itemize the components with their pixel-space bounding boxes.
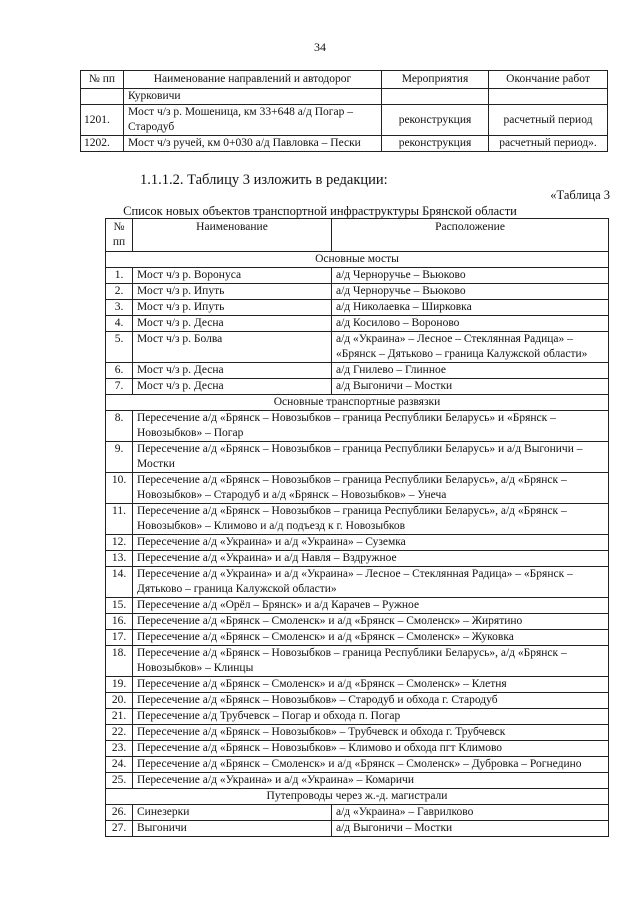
measure: реконструкция bbox=[382, 105, 489, 136]
table-row bbox=[106, 363, 609, 379]
row-number: 25. bbox=[106, 773, 133, 789]
row-number: 12. bbox=[106, 535, 133, 551]
object-location: а/д Косилово – Вороново bbox=[332, 316, 609, 332]
table-row bbox=[106, 630, 609, 646]
measure bbox=[382, 89, 489, 105]
table-row bbox=[106, 268, 609, 284]
row-number: 14. bbox=[106, 567, 133, 598]
table-row bbox=[106, 300, 609, 316]
interchange-description: Пересечение а/д «Брянск – Смоленск» и а/д «Брянск – Смоленск» – Клетня bbox=[133, 677, 609, 693]
row-number: 20. bbox=[106, 693, 133, 709]
object-location: а/д «Украина» – Гаврилково bbox=[332, 805, 609, 821]
interchange-description: Пересечение а/д «Украина» и а/д «Украина» – Комаричи bbox=[133, 773, 609, 789]
interchange-description: Пересечение а/д Трубчевск – Погар и обхода п. Погар bbox=[133, 709, 609, 725]
interchange-description: Пересечение а/д «Брянск – Новозыбков – граница Республики Беларусь», а/д «Брянск – Новозыбков» – Клинцы bbox=[133, 646, 609, 677]
section-row bbox=[106, 789, 609, 805]
row-number: 8. bbox=[106, 411, 133, 442]
row-number: 3. bbox=[106, 300, 133, 316]
column-header: Мероприятия bbox=[382, 71, 489, 89]
object-name: Синезерки bbox=[133, 805, 332, 821]
interchange-description: Пересечение а/д «Брянск – Новозыбков» – Климово и обхода пгт Климово bbox=[133, 741, 609, 757]
object-location: а/д «Украина» – Лесное – Стеклянная Радица» – «Брянск – Дятьково – граница Калужской области» bbox=[332, 332, 609, 363]
interchange-description: Пересечение а/д «Украина» и а/д «Украина» – Суземка bbox=[133, 535, 609, 551]
row-number: 21. bbox=[106, 709, 133, 725]
row-number: 18. bbox=[106, 646, 133, 677]
row-number: 22. bbox=[106, 725, 133, 741]
table-row bbox=[106, 821, 609, 837]
row-number: 16. bbox=[106, 614, 133, 630]
completion: расчетный период bbox=[489, 105, 608, 136]
completion: расчетный период». bbox=[489, 136, 608, 152]
row-number: 13. bbox=[106, 551, 133, 567]
column-header: № пп bbox=[106, 219, 133, 252]
table-row bbox=[106, 473, 609, 504]
roads-table bbox=[80, 70, 608, 152]
object-location: а/д Выгоничи – Мостки bbox=[332, 379, 609, 395]
object-name: Выгоничи bbox=[133, 821, 332, 837]
table-row bbox=[106, 725, 609, 741]
table-row bbox=[81, 89, 608, 105]
row-number: 27. bbox=[106, 821, 133, 837]
row-number: 6. bbox=[106, 363, 133, 379]
interchange-description: Пересечение а/д «Брянск – Новозыбков – граница Республики Беларусь» и «Брянск – Новозыбков» – Погар bbox=[133, 411, 609, 442]
row-number: 7. bbox=[106, 379, 133, 395]
interchange-description: Пересечение а/д «Брянск – Смоленск» и а/д «Брянск – Смоленск» – Дубровка – Рогнедино bbox=[133, 757, 609, 773]
completion bbox=[489, 89, 608, 105]
object-location: а/д Черноручье – Вьюково bbox=[332, 284, 609, 300]
measure: реконструкция bbox=[382, 136, 489, 152]
table-row bbox=[106, 442, 609, 473]
interchange-description: Пересечение а/д «Брянск – Новозыбков – граница Республики Беларусь», а/д «Брянск – Новозыбков» – Климово и а/д подъезд к г. Новозыбков bbox=[133, 504, 609, 535]
table-row bbox=[106, 805, 609, 821]
row-number: 5. bbox=[106, 332, 133, 363]
object-name: Мост ч/з р. Болва bbox=[133, 332, 332, 363]
row-number: 1201. bbox=[81, 105, 124, 136]
interchange-description: Пересечение а/д «Брянск – Новозыбков – граница Республики Беларусь» и а/д Выгоничи – Мостки bbox=[133, 442, 609, 473]
road-name: Мост ч/з ручей, км 0+030 а/д Павловка – Пески bbox=[124, 136, 382, 152]
row-number: 10. bbox=[106, 473, 133, 504]
object-name: Мост ч/з р. Десна bbox=[133, 316, 332, 332]
table-header-row bbox=[81, 71, 608, 89]
table-row bbox=[106, 332, 609, 363]
table-row bbox=[106, 379, 609, 395]
section-row bbox=[106, 395, 609, 411]
object-location: а/д Черноручье – Вьюково bbox=[332, 268, 609, 284]
table-row bbox=[106, 614, 609, 630]
table-row bbox=[81, 136, 608, 152]
section-row bbox=[106, 252, 609, 268]
column-header: Расположение bbox=[332, 219, 609, 252]
section-title: Основные мосты bbox=[106, 252, 609, 268]
object-location: а/д Выгоничи – Мостки bbox=[332, 821, 609, 837]
interchange-description: Пересечение а/д «Брянск – Смоленск» и а/д «Брянск – Смоленск» – Жуковка bbox=[133, 630, 609, 646]
object-name: Мост ч/з р. Воронуса bbox=[133, 268, 332, 284]
table-row bbox=[106, 709, 609, 725]
road-name: Курковичи bbox=[124, 89, 382, 105]
object-location: а/д Гнилево – Глинное bbox=[332, 363, 609, 379]
row-number: 1. bbox=[106, 268, 133, 284]
row-number: 4. bbox=[106, 316, 133, 332]
table-row bbox=[106, 741, 609, 757]
interchange-description: Пересечение а/д «Орёл – Брянск» и а/д Карачев – Ружное bbox=[133, 598, 609, 614]
interchange-description: Пересечение а/д «Брянск – Новозыбков» – Трубчевск и обхода г. Трубчевск bbox=[133, 725, 609, 741]
table-row bbox=[106, 693, 609, 709]
object-name: Мост ч/з р. Десна bbox=[133, 363, 332, 379]
row-number: 17. bbox=[106, 630, 133, 646]
section-title: Основные транспортные развязки bbox=[106, 395, 609, 411]
table-row bbox=[106, 677, 609, 693]
row-number: 1202. bbox=[81, 136, 124, 152]
table-row bbox=[106, 757, 609, 773]
section-title: Путепроводы через ж.-д. магистрали bbox=[106, 789, 609, 805]
row-number: 23. bbox=[106, 741, 133, 757]
interchange-description: Пересечение а/д «Брянск – Смоленск» и а/д «Брянск – Смоленск» – Жирятино bbox=[133, 614, 609, 630]
row-number: 2. bbox=[106, 284, 133, 300]
table-caption: Список новых объектов транспортной инфраструктуры Брянской области bbox=[123, 204, 517, 218]
table-header-row bbox=[106, 219, 609, 252]
column-header: Наименование направлений и автодорог bbox=[124, 71, 382, 89]
table-row bbox=[106, 411, 609, 442]
table-row bbox=[106, 646, 609, 677]
table-row bbox=[106, 535, 609, 551]
row-number: 15. bbox=[106, 598, 133, 614]
column-header: Окончание работ bbox=[489, 71, 608, 89]
table-row bbox=[106, 316, 609, 332]
object-name: Мост ч/з р. Десна bbox=[133, 379, 332, 395]
object-name: Мост ч/з р. Ипуть bbox=[133, 300, 332, 316]
table-row bbox=[106, 284, 609, 300]
table-row bbox=[106, 567, 609, 598]
object-location: а/д Николаевка – Ширковка bbox=[332, 300, 609, 316]
page-number: 34 bbox=[314, 40, 326, 54]
row-number bbox=[81, 89, 124, 105]
infrastructure-table bbox=[105, 218, 609, 837]
interchange-description: Пересечение а/д «Брянск – Новозыбков – граница Республики Беларусь», а/д «Брянск – Новозыбков» – Стародуб и а/д «Брянск – Новозыбков» – Унеча bbox=[133, 473, 609, 504]
row-number: 9. bbox=[106, 442, 133, 473]
object-name: Мост ч/з р. Ипуть bbox=[133, 284, 332, 300]
row-number: 11. bbox=[106, 504, 133, 535]
table-row bbox=[106, 504, 609, 535]
column-header: Наименование bbox=[133, 219, 332, 252]
table-row bbox=[81, 105, 608, 136]
row-number: 19. bbox=[106, 677, 133, 693]
table-label: «Таблица 3 bbox=[550, 188, 610, 202]
column-header: № пп bbox=[81, 71, 124, 89]
table-row bbox=[106, 551, 609, 567]
road-name: Мост ч/з р. Мошеница, км 33+648 а/д Погар – Стародуб bbox=[124, 105, 382, 136]
interchange-description: Пересечение а/д «Брянск – Новозыбков» – Стародуб и обхода г. Стародуб bbox=[133, 693, 609, 709]
interchange-description: Пересечение а/д «Украина» и а/д «Украина» – Лесное – Стеклянная Радица» – «Брянск – Дятьково – граница Калужской области» bbox=[133, 567, 609, 598]
interchange-description: Пересечение а/д «Украина» и а/д Навля – Вздружное bbox=[133, 551, 609, 567]
row-number: 24. bbox=[106, 757, 133, 773]
amendment-instruction: 1.1.1.2. Таблицу 3 изложить в редакции: bbox=[140, 172, 388, 188]
table-row bbox=[106, 773, 609, 789]
row-number: 26. bbox=[106, 805, 133, 821]
table-row bbox=[106, 598, 609, 614]
